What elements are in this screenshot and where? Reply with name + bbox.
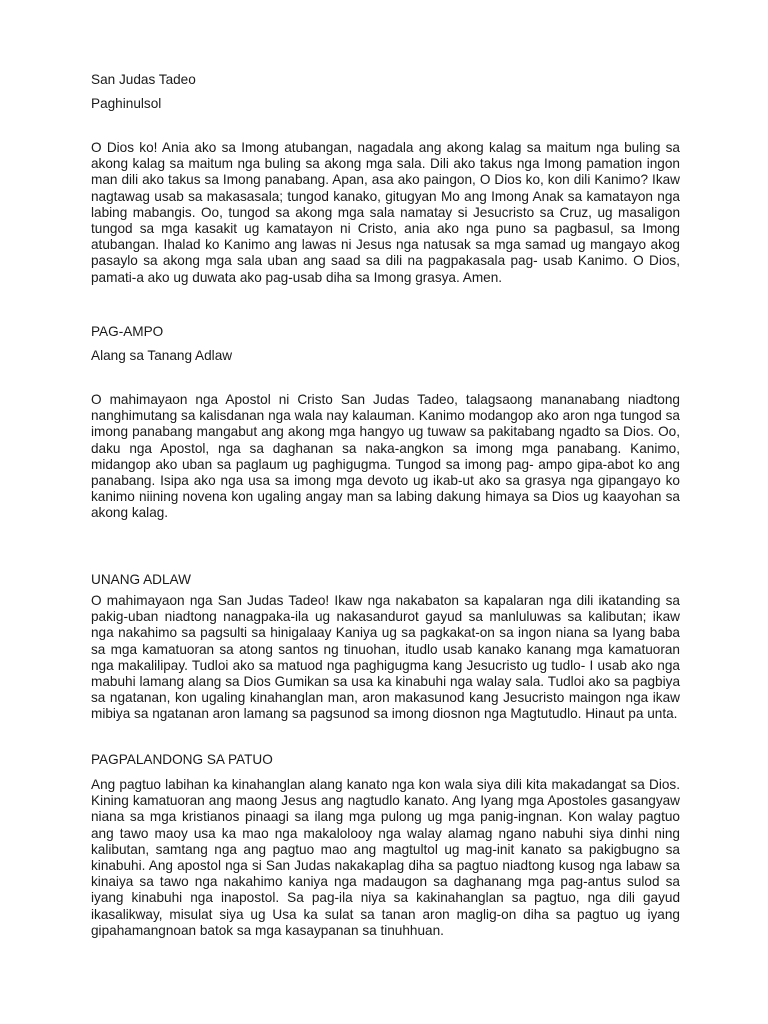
section-subheading-tanang-adlaw: Alang sa Tanang Adlaw	[91, 348, 233, 363]
unang-adlaw-paragraph: O mahimayaon nga San Judas Tadeo! Ikaw nga nakabaton sa kapalaran nga dili ikatanding sa pakig-uban niadtong nanagpaka-ila ug nakasandurot gayud sa manluluwas sa kalibutan; ikaw nga nakahimo sa pagsulti sa hinigalaay Kaniya ug sa pagkakat-on sa ingon niana sa Iyang baba sa mga kamatuoran sa atong santos ng tinuohan, itudlo usab kanako kanang mga kamatuoran nga makalilipay. Tudloi ako sa matuod nga paghigugma kang Jesucristo ug tudlo- I usab ako nga mabuhi lamang alang sa Dios Gumikan sa usa ka kinabuhi nga walay sala. Tudloi ako sa pagbiya sa ngatanan, kon ugaling kinahanglan man, aron makasunod kang Jesucristo maingon nga ikaw mibiya sa ngatanan aron lamang sa pagsunod sa imong diosnon nga Magtutudlo. Hinaut pa unta.	[91, 593, 680, 722]
pag-ampo-paragraph: O mahimayaon nga Apostol ni Cristo San Judas Tadeo, talagsaong mananabang niadtong nanghimutang sa kalisdanan nga wala nay kalauman. Kanimo modangop ako aron nga tungod sa imong panabang mangabut ang akong mga hangyo ug tuwaw sa pakitabang ngadto sa Dios. Oo, daku nga Apostol, nga sa daghanan sa naka-angkon sa imong mga panabang. Kanimo, midangop ako uban sa paglaum ug paghigugma. Tungod sa imong pag- ampo gipa-abot ko ang panabang. Isipa ako nga usa sa imong mga devoto ug ikab-ut ako sa grasya nga gipangayo ko kanimo niining novena kon ugaling angay man sa labing dakung himaya sa Dios ug kaayohan sa akong kalag.	[91, 392, 680, 521]
section-heading-unang-adlaw: UNANG ADLAW	[91, 572, 191, 587]
document-title: San Judas Tadeo	[91, 72, 196, 87]
section-heading-pagpalandong: PAGPALANDONG SA PATUO	[91, 752, 273, 767]
section-heading-pag-ampo: PAG-AMPO	[91, 324, 164, 339]
paghinulsol-paragraph: O Dios ko! Ania ako sa Imong atubangan, nagadala ang akong kalag sa maitum nga buling sa akong kalag sa maitum nga buling sa akong mga sala. Dili ako takus nga Imong pamation ingon man dili ako takus sa Imong panabang. Apan, asa ako paingon, O Dios ko, kon dili Kanimo? Ikaw nagtawag usab sa makasasala; tungod kanako, gitugyan Mo ang Imong Anak sa kamatayon nga labing mabangis. Oo, tungod sa akong mga sala namatay si Jesucristo sa Cruz, ug masaligon tungod sa mga kasakit ug kamatayon ni Cristo, ania ako nga puno sa pagbasul, sa Imong atubangan. Ihalad ko Kanimo ang lawas ni Jesus nga natusak sa mga samad ug mangayo akog pasaylo sa akong mga sala uban ang saad sa dili na pagpakasala pag- usab Kanimo. O Dios, pamati-a ako ug duwata ako pag-usab diha sa Imong grasya. Amen.	[91, 140, 680, 285]
section-heading-paghinulsol: Paghinulsol	[91, 96, 162, 111]
pagpalandong-paragraph: Ang pagtuo labihan ka kinahanglan alang kanato nga kon wala siya dili kita makadangat sa Dios. Kining kamatuoran ang maong Jesus ang nagtudlo kanato. Ang Iyang mga Apostoles gasangyaw niana sa mga kristianos pinaagi sa ilang mga pulong ug mga panig-ingnan. Kon walay pagtuo ang tawo maoy usa ka mao nga makalolooy nga walay alamag ngano nabuhi siya dinhi ning kalibutan, samtang nga ang pagtuo mao ang magtultol ug mag-init kanato sa pakigbugno sa kinabuhi. Ang apostol nga si San Judas nakakaplag diha sa pagtuo niadtong kusog nga labaw sa kinaiya sa tawo nga nakahimo kaniya nga madaugon sa daghanang mga pag-antus sulod sa iyang kinabuhi nga inapostol. Sa pag-ila niya sa kakinahanglan sa pagtuo, nga dili gayud ikasalikway, misulat siya ug Usa ka sulat sa tanan aron maglig-on diha sa pagtuo ug iyang gipahamangnoan batok sa mga kasaypanan sa tinuhhuan.	[91, 777, 680, 938]
